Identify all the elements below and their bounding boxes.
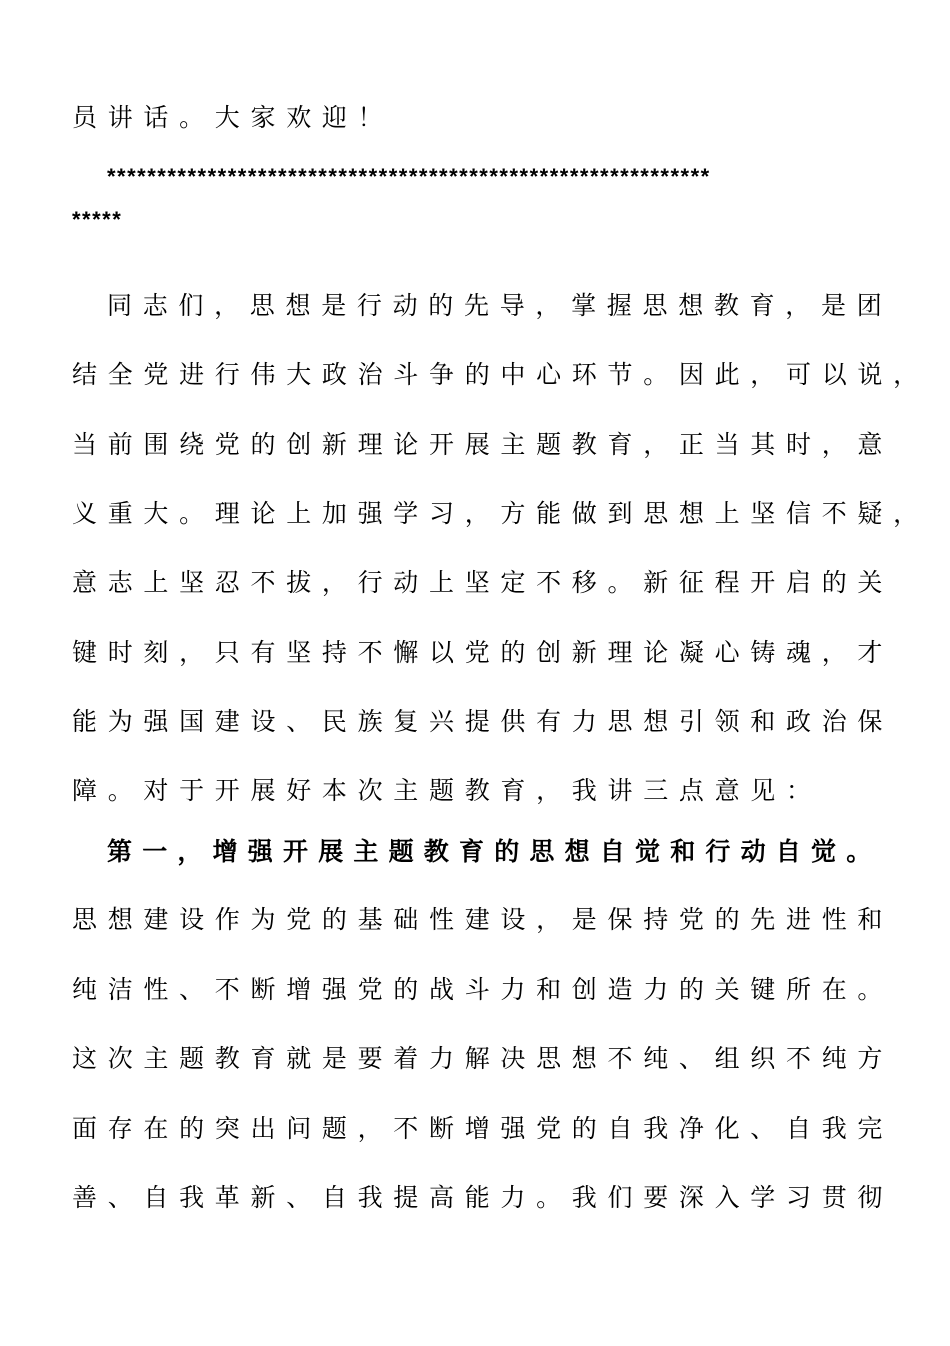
paragraph-line: 结全党进行伟大政治斗争的中心环节。因此，可以说， xyxy=(72,360,929,389)
paragraph-line: 这次主题教育就是要着力解决思想不纯、组织不纯方 xyxy=(72,1044,894,1073)
paragraph-line: 同志们，思想是行动的先导，掌握思想教育，是团 xyxy=(107,291,893,320)
section-heading: 第一，增强开展主题教育的思想自觉和行动自觉。 xyxy=(107,837,882,866)
paragraph-line: 思想建设作为党的基础性建设，是保持党的先进性和 xyxy=(72,905,894,934)
paragraph-line: 面存在的突出问题，不断增强党的自我净化、自我完 xyxy=(72,1114,894,1143)
paragraph-line: 员讲话。大家欢迎！ xyxy=(72,103,394,132)
paragraph-line: 义重大。理论上加强学习，方能做到思想上坚信不疑， xyxy=(72,499,929,528)
paragraph-line: 意志上坚忍不拔，行动上坚定不移。新征程开启的关 xyxy=(72,568,894,597)
separator-stars-continued: ***** xyxy=(72,207,123,232)
paragraph-line: 当前围绕党的创新理论开展主题教育，正当其时，意 xyxy=(72,430,894,459)
separator-stars: ************************************************************ xyxy=(107,164,711,189)
paragraph-line: 键时刻，只有坚持不懈以党的创新理论凝心铸魂，才 xyxy=(72,638,894,667)
paragraph-line: 善、自我革新、自我提高能力。我们要深入学习贯彻 xyxy=(72,1183,894,1212)
paragraph-line: 能为强国建设、民族复兴提供有力思想引领和政治保 xyxy=(72,707,894,736)
paragraph-line: 障。对于开展好本次主题教育，我讲三点意见： xyxy=(72,776,822,805)
paragraph-line: 纯洁性、不断增强党的战斗力和创造力的关键所在。 xyxy=(72,975,894,1004)
